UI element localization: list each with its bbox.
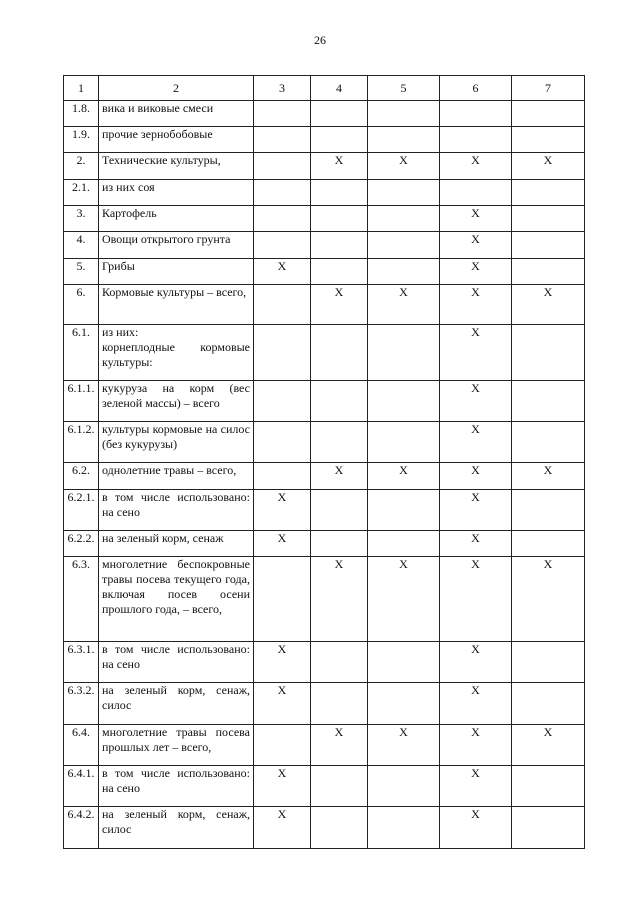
col7-cell (512, 807, 585, 849)
col6-cell: X (440, 683, 512, 725)
data-table (63, 75, 585, 849)
col7-cell (512, 642, 585, 683)
col6-cell: X (440, 463, 512, 490)
row-name-cell: в том числе использовано: на сено (99, 766, 254, 807)
row-name-cell: культуры кормовые на силос (без кукурузы) (99, 422, 254, 463)
col7-cell (512, 381, 585, 422)
col5-cell (368, 490, 440, 531)
table-row (64, 490, 585, 531)
col6-cell (440, 180, 512, 206)
header-cell: 5 (368, 76, 440, 101)
col6-cell (440, 127, 512, 153)
col5-cell (368, 259, 440, 285)
row-name-cell: многолетние беспокровные травы посева текущего года, включая посев осени прошлого года, – всего, (99, 557, 254, 642)
col7-cell: X (512, 725, 585, 766)
row-name-cell: на зеленый корм, сенаж, силос (99, 807, 254, 849)
col4-cell (311, 766, 368, 807)
col3-cell (254, 325, 311, 381)
col6-cell: X (440, 557, 512, 642)
row-number-cell: 6.4. (64, 725, 99, 766)
col7-cell (512, 531, 585, 557)
col5-cell (368, 422, 440, 463)
col3-cell: X (254, 642, 311, 683)
col5-cell (368, 127, 440, 153)
col5-cell (368, 206, 440, 232)
table-row (64, 325, 585, 381)
row-name-cell: на зеленый корм, сенаж (99, 531, 254, 557)
row-name-cell: Технические культуры, (99, 153, 254, 180)
table-row (64, 807, 585, 849)
col4-cell (311, 807, 368, 849)
col4-cell (311, 232, 368, 259)
col4-cell (311, 531, 368, 557)
col7-cell (512, 206, 585, 232)
col6-cell: X (440, 153, 512, 180)
table-row (64, 766, 585, 807)
col6-cell: X (440, 285, 512, 325)
row-name-cell: из них: корнеплодные кормовые культуры: (99, 325, 254, 381)
col4-cell: X (311, 557, 368, 642)
header-cell: 7 (512, 76, 585, 101)
col4-cell (311, 206, 368, 232)
col4-cell (311, 683, 368, 725)
table-row (64, 232, 585, 259)
col5-cell: X (368, 463, 440, 490)
col3-cell: X (254, 683, 311, 725)
col3-cell: X (254, 766, 311, 807)
col4-cell: X (311, 153, 368, 180)
row-number-cell: 6.3. (64, 557, 99, 642)
table-row (64, 642, 585, 683)
table-row (64, 463, 585, 490)
row-number-cell: 2.1. (64, 180, 99, 206)
col3-cell: X (254, 807, 311, 849)
table-row (64, 206, 585, 232)
table-row (64, 101, 585, 127)
table-row (64, 127, 585, 153)
col5-cell (368, 807, 440, 849)
row-name-cell: прочие зернобобовые (99, 127, 254, 153)
col4-cell (311, 642, 368, 683)
col3-cell (254, 422, 311, 463)
col3-cell (254, 285, 311, 325)
header-cell: 4 (311, 76, 368, 101)
col4-cell: X (311, 725, 368, 766)
header-row (64, 76, 585, 101)
col4-cell (311, 490, 368, 531)
col6-cell: X (440, 381, 512, 422)
col5-cell (368, 232, 440, 259)
col6-cell: X (440, 422, 512, 463)
row-name-cell: Грибы (99, 259, 254, 285)
col5-cell: X (368, 725, 440, 766)
row-name-cell: кукуруза на корм (вес зеленой массы) – всего (99, 381, 254, 422)
col7-cell: X (512, 463, 585, 490)
col3-cell (254, 101, 311, 127)
row-number-cell: 6.4.2. (64, 807, 99, 849)
table-row (64, 683, 585, 725)
row-number-cell: 1.8. (64, 101, 99, 127)
row-name-cell: на зеленый корм, сенаж, силос (99, 683, 254, 725)
col5-cell: X (368, 285, 440, 325)
col7-cell (512, 422, 585, 463)
col7-cell: X (512, 153, 585, 180)
col5-cell: X (368, 557, 440, 642)
col4-cell (311, 381, 368, 422)
table-row (64, 725, 585, 766)
row-number-cell: 6.1.2. (64, 422, 99, 463)
row-number-cell: 6. (64, 285, 99, 325)
col5-cell: X (368, 153, 440, 180)
row-number-cell: 6.3.2. (64, 683, 99, 725)
table-body (64, 101, 585, 849)
col5-cell (368, 642, 440, 683)
col3-cell: X (254, 531, 311, 557)
table-row (64, 180, 585, 206)
col6-cell: X (440, 232, 512, 259)
header-cell: 2 (99, 76, 254, 101)
row-number-cell: 1.9. (64, 127, 99, 153)
col6-cell: X (440, 259, 512, 285)
col6-cell: X (440, 766, 512, 807)
row-number-cell: 6.4.1. (64, 766, 99, 807)
col7-cell: X (512, 557, 585, 642)
col3-cell (254, 180, 311, 206)
col4-cell (311, 325, 368, 381)
col3-cell (254, 463, 311, 490)
row-name-cell: многолетние травы посева прошлых лет – всего, (99, 725, 254, 766)
col7-cell (512, 180, 585, 206)
row-name-cell: Овощи открытого грунта (99, 232, 254, 259)
col6-cell: X (440, 531, 512, 557)
col4-cell (311, 101, 368, 127)
col5-cell (368, 531, 440, 557)
row-number-cell: 5. (64, 259, 99, 285)
col5-cell (368, 325, 440, 381)
col3-cell (254, 725, 311, 766)
col5-cell (368, 766, 440, 807)
table-row (64, 531, 585, 557)
header-cell: 1 (64, 76, 99, 101)
col7-cell (512, 490, 585, 531)
col7-cell (512, 101, 585, 127)
col4-cell: X (311, 463, 368, 490)
col7-cell: X (512, 285, 585, 325)
col6-cell: X (440, 325, 512, 381)
row-number-cell: 6.2. (64, 463, 99, 490)
col4-cell (311, 259, 368, 285)
col7-cell (512, 766, 585, 807)
row-name-cell: однолетние травы – всего, (99, 463, 254, 490)
table-row (64, 285, 585, 325)
row-number-cell: 6.2.2. (64, 531, 99, 557)
row-number-cell: 6.2.1. (64, 490, 99, 531)
col7-cell (512, 259, 585, 285)
row-number-cell: 3. (64, 206, 99, 232)
col7-cell (512, 325, 585, 381)
row-name-cell: в том числе использовано: на сено (99, 642, 254, 683)
col4-cell (311, 422, 368, 463)
col3-cell: X (254, 490, 311, 531)
col6-cell: X (440, 725, 512, 766)
row-name-cell: в том числе использовано: на сено (99, 490, 254, 531)
col3-cell: X (254, 259, 311, 285)
header-cell: 6 (440, 76, 512, 101)
table-row (64, 153, 585, 180)
row-number-cell: 6.3.1. (64, 642, 99, 683)
row-name-cell: вика и виковые смеси (99, 101, 254, 127)
col4-cell (311, 180, 368, 206)
table-row (64, 557, 585, 642)
row-number-cell: 6.1.1. (64, 381, 99, 422)
row-number-cell: 2. (64, 153, 99, 180)
table-row (64, 422, 585, 463)
col3-cell (254, 381, 311, 422)
col5-cell (368, 180, 440, 206)
col7-cell (512, 232, 585, 259)
col3-cell (254, 232, 311, 259)
col3-cell (254, 127, 311, 153)
col7-cell (512, 683, 585, 725)
col6-cell: X (440, 206, 512, 232)
row-number-cell: 6.1. (64, 325, 99, 381)
col6-cell: X (440, 642, 512, 683)
col6-cell: X (440, 807, 512, 849)
row-name-cell: Кормовые культуры – всего, (99, 285, 254, 325)
col5-cell (368, 101, 440, 127)
col4-cell: X (311, 285, 368, 325)
page-number: 26 (314, 33, 326, 47)
col5-cell (368, 381, 440, 422)
table-row (64, 259, 585, 285)
col6-cell: X (440, 490, 512, 531)
header-cell: 3 (254, 76, 311, 101)
col4-cell (311, 127, 368, 153)
col3-cell (254, 557, 311, 642)
col3-cell (254, 153, 311, 180)
row-name-cell: Картофель (99, 206, 254, 232)
col6-cell (440, 101, 512, 127)
col7-cell (512, 127, 585, 153)
row-name-cell: из них соя (99, 180, 254, 206)
col5-cell (368, 683, 440, 725)
row-number-cell: 4. (64, 232, 99, 259)
table-row (64, 381, 585, 422)
col3-cell (254, 206, 311, 232)
